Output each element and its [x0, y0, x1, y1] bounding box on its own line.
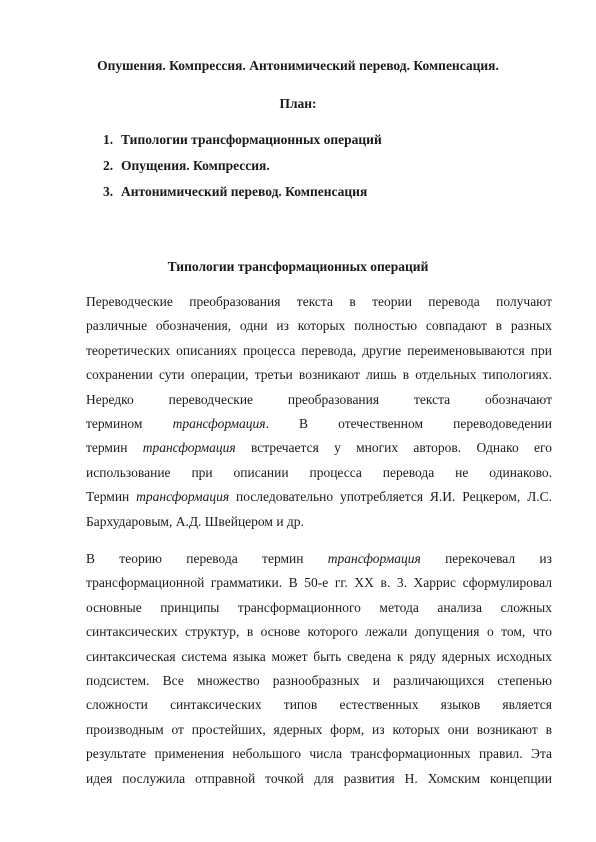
- text-line: сохранении сути операции, третьи возникают лишь в отдельных типологиях.: [86, 367, 552, 383]
- italic-term: трансформация: [327, 551, 421, 566]
- text-line: [86, 547, 552, 571]
- section-heading: Типологии трансформационных операций: [167, 259, 429, 274]
- text-run: . В отечественном переводоведении: [265, 415, 553, 431]
- paragraph-1: [86, 290, 552, 534]
- text-line: идея послужила отправной точкой для развития Н. Хомским концепции: [86, 770, 552, 786]
- plan-label: План:: [279, 96, 317, 111]
- italic-term: трансформация: [172, 415, 266, 431]
- plan-item: [103, 183, 382, 209]
- text-line: [86, 485, 552, 509]
- italic-term: трансформация: [142, 440, 236, 456]
- plan-item-number: 1.: [103, 132, 114, 147]
- italic-term: трансформация: [136, 489, 230, 505]
- plan-item-text: Опущения. Компрессия.: [121, 158, 270, 173]
- text-run: Термин: [86, 489, 137, 505]
- document-title: Опушения. Компрессия. Антонимический перевод. Компенсация.: [97, 58, 499, 73]
- text-line: трансформационной грамматики. В 50-е гг. XX в. 3. Харрис сформулировал: [86, 575, 552, 591]
- plan-item: [103, 157, 382, 183]
- text-line: Переводческие преобразования текста в теории перевода получают: [86, 294, 552, 309]
- plan-item-text: Антонимический перевод. Компенсация: [121, 184, 368, 199]
- plan-item: [103, 131, 382, 157]
- plan-item-number: 3.: [103, 184, 114, 199]
- text-line: синтаксическая система языка может быть сведена к ряду ядерных исходных: [86, 648, 552, 664]
- text-line: основные принципы трансформационного метода анализа сложных: [86, 599, 552, 615]
- text-line: [86, 436, 552, 460]
- text-line: результате применения небольшого числа трансформационных правил. Эта: [86, 746, 552, 762]
- text-run: термин: [86, 440, 143, 456]
- text-line: синтаксических структур, в основе которого лежали допущения о том, что: [86, 624, 552, 640]
- text-line: Нередко переводческие преобразования текста обозначают: [86, 391, 552, 407]
- text-line: производным от простейших, ядерных форм, из которых они возникают в: [86, 721, 552, 737]
- text-run: В теорию перевода термин: [86, 551, 328, 566]
- plan-list: [103, 131, 382, 209]
- text-run: последовательно употребляется Я.И. Рецкером, Л.С.: [229, 489, 552, 505]
- plan-item-text: Типологии трансформационных операций: [121, 132, 382, 147]
- plan-item-number: 2.: [103, 158, 114, 173]
- text-line: различные обозначения, одни из которых полностью совпадают в разных: [86, 318, 552, 334]
- text-run: перекочевал из: [420, 551, 552, 566]
- text-line: Бархударовым, А.Д. Швейцером и др.: [86, 513, 304, 529]
- paragraph-2: [86, 547, 552, 791]
- text-line: [86, 412, 552, 436]
- text-run: встречается у многих авторов. Однако его: [235, 440, 552, 456]
- text-line: использование при описании процесса перевода не одинаково.: [86, 464, 552, 480]
- text-line: сложности синтаксических типов естественных языков является: [86, 697, 552, 713]
- text-line: теоретических описаниях процесса перевода, другие переименовываются при: [86, 342, 552, 358]
- text-line: подсистем. Все множество разнообразных и различающихся степенью: [86, 672, 552, 688]
- text-run: термином: [86, 415, 173, 431]
